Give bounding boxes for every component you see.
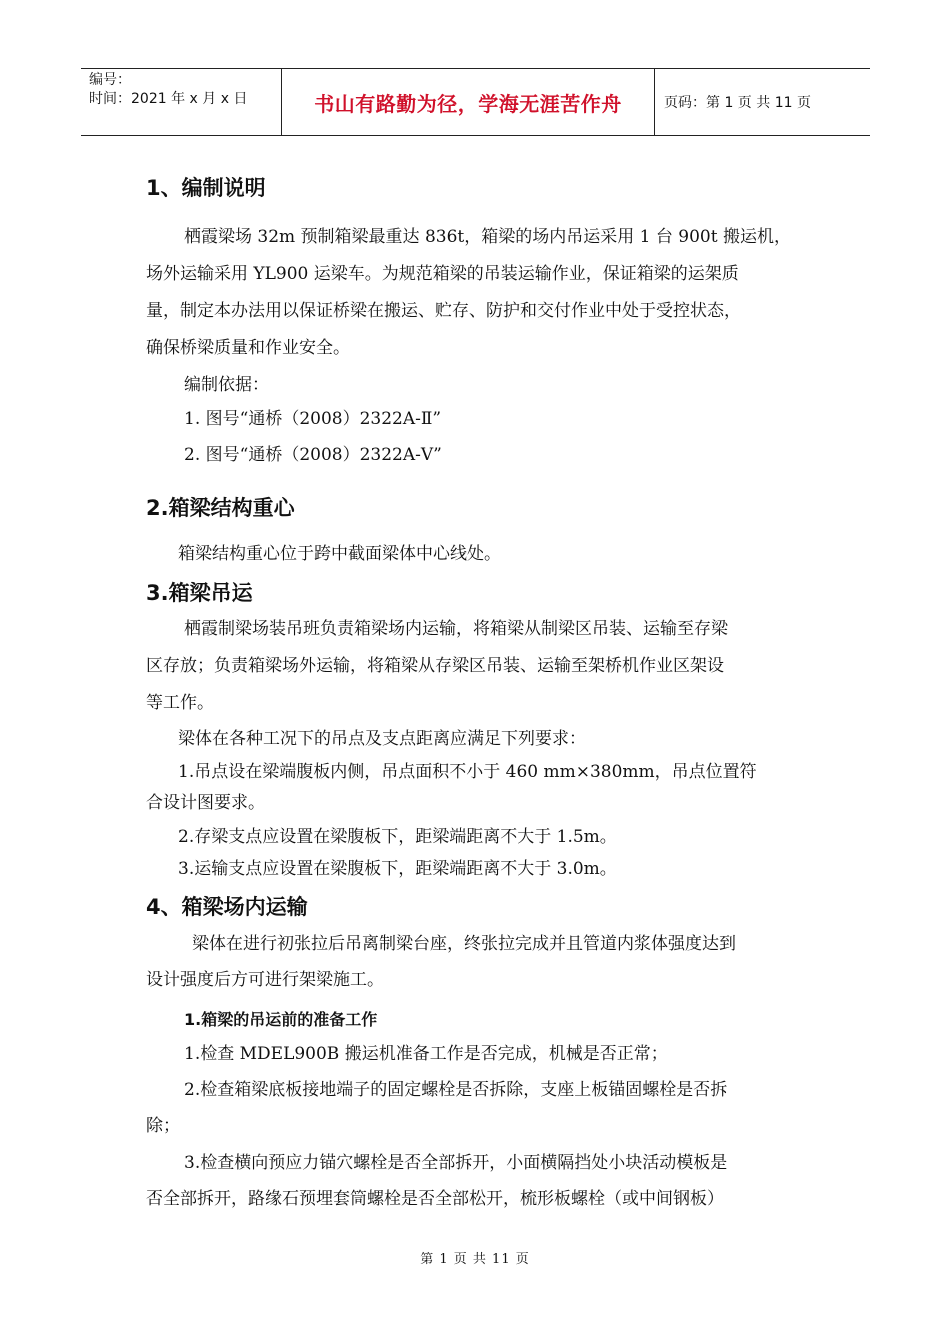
basis-item-1: 1. 图号“通桥（2008）2322A-Ⅱ” <box>184 409 442 429</box>
prep-item-2-line: 除； <box>146 1116 180 1136</box>
section-1-paragraph-line: 量，制定本办法用以保证桥梁在搬运、贮存、防护和交付作业中处于受控状态， <box>146 301 741 321</box>
header-time-label: 时间：2021 年 x 月 x 日 <box>89 91 248 107</box>
section-2-title: 2.箱梁结构重心 <box>146 496 295 520</box>
prep-item-1: 1.检查 MDEL900B 搬运机准备工作是否完成，机械是否正常； <box>184 1044 668 1064</box>
section-3-requirement-intro: 梁体在各种工况下的吊点及支点距离应满足下列要求： <box>178 729 586 749</box>
page-footer: 第 1 页 共 11 页 <box>420 1252 530 1267</box>
basis-label: 编制依据： <box>184 375 269 395</box>
section-3-paragraph-line: 等工作。 <box>146 693 214 713</box>
prep-item-2-line: 2.检查箱梁底板接地端子的固定螺栓是否拆除，支座上板锚固螺栓是否拆 <box>184 1080 728 1100</box>
section-1-paragraph-line: 确保桥梁质量和作业安全。 <box>146 338 350 358</box>
header-page-label: 页码：第 1 页 共 11 页 <box>664 95 811 111</box>
header-motto: 书山有路勤为径，学海无涯苦作舟 <box>281 69 655 135</box>
section-1-title: 1、编制说明 <box>146 176 266 200</box>
prep-item-3-line: 3.检查横向预应力锚穴螺栓是否全部拆开，小面横隔挡处小块活动模板是 <box>184 1153 728 1173</box>
requirement-item-1-line: 合设计图要求。 <box>146 793 265 813</box>
requirement-item-3: 3.运输支点应设置在梁腹板下，距梁端距离不大于 3.0m。 <box>178 859 617 879</box>
section-4-subheading: 1.箱梁的吊运前的准备工作 <box>184 1010 378 1029</box>
requirement-item-1-line: 1.吊点设在梁端腹板内侧，吊点面积不小于 460 mm×380mm，吊点位置符 <box>178 762 757 782</box>
requirement-item-2: 2.存梁支点应设置在梁腹板下，距梁端距离不大于 1.5m。 <box>178 827 617 847</box>
section-3-paragraph-line: 区存放；负责箱梁场外运输，将箱梁从存梁区吊装、运输至架桥机作业区架设 <box>146 656 724 676</box>
section-1-paragraph-line: 场外运输采用 YL900 运梁车。为规范箱梁的吊装运输作业，保证箱梁的运架质 <box>146 264 739 284</box>
page-header <box>81 68 870 136</box>
section-2-paragraph: 箱梁结构重心位于跨中截面梁体中心线处。 <box>178 544 501 564</box>
basis-item-2: 2. 图号“通桥（2008）2322A-Ⅴ” <box>184 445 442 465</box>
section-4-paragraph-line: 设计强度后方可进行架梁施工。 <box>146 970 384 990</box>
section-4-paragraph-line: 梁体在进行初张拉后吊离制梁台座，终张拉完成并且管道内浆体强度达到 <box>192 934 736 954</box>
header-meta <box>81 69 281 135</box>
section-4-title: 4、箱梁场内运输 <box>146 895 308 919</box>
section-3-title: 3.箱梁吊运 <box>146 581 253 605</box>
section-3-paragraph-line: 栖霞制梁场装吊班负责箱梁场内运输，将箱梁从制梁区吊装、运输至存梁 <box>184 619 728 639</box>
section-1-paragraph-line: 栖霞梁场 32m 预制箱梁最重达 836t，箱梁的场内吊运采用 1 台 900t 搬运机， <box>184 227 791 247</box>
header-number-label: 编号： <box>89 72 131 88</box>
prep-item-3-line: 否全部拆开，路缘石预埋套筒螺栓是否全部松开，梳形板螺栓（或中间钢板） <box>146 1189 724 1209</box>
